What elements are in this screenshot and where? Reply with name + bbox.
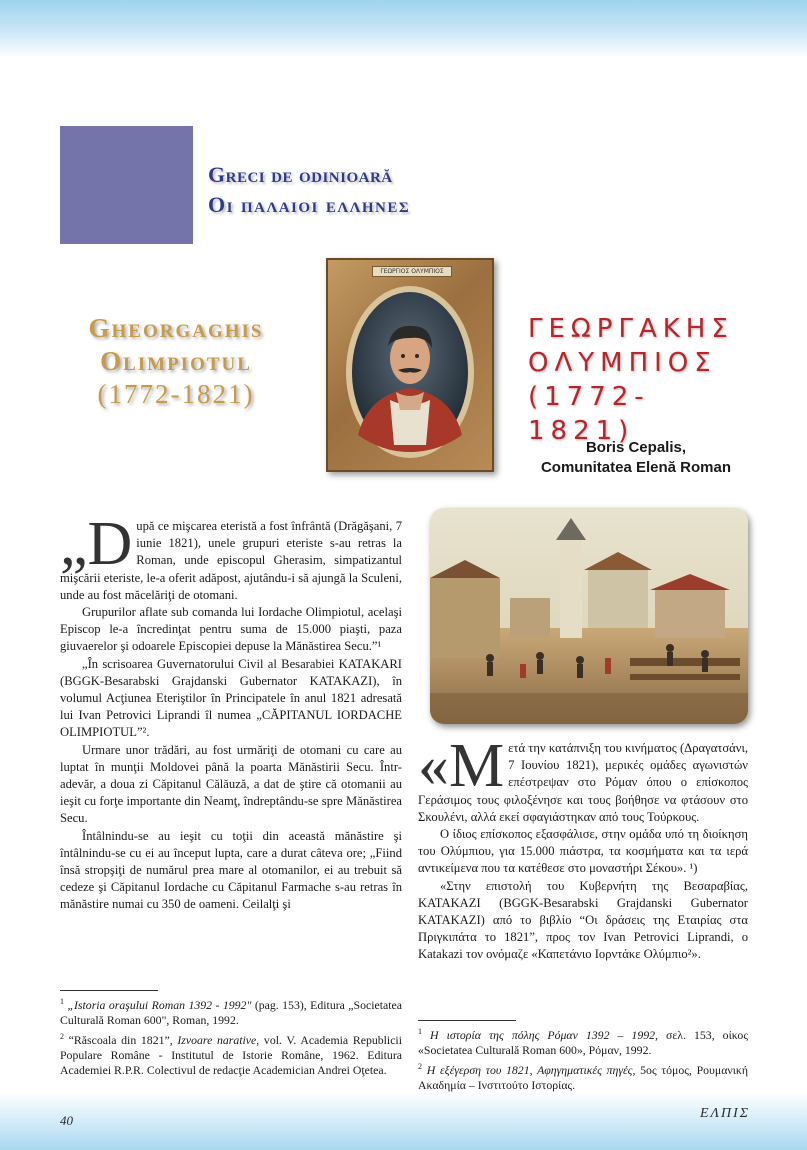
ro-paragraph-1 [60, 510, 402, 604]
ro-footnote-2-text: , vol. V. Academia Republicii Populare Române - Institutul de Istorie Române, 1962. Editura Academiei R.P.R. Colectivul de redacţie Academician Andrei Oţetea. [60, 1032, 402, 1078]
ro-footnote-1-italic: „Istoria oraşului Roman 1392 - 1992" [67, 997, 252, 1012]
portrait-illustration [328, 260, 492, 470]
ro-paragraph-5: Întâlnindu-se au ieşit cu toţii din această mănăstire şi întâlnindu-se cu ei au început lupta, care a durat câteva ore; „Fiind însă stropşiţi de numărul prea mare al otomanilor, ei au trebuit să cedeze şi Căpitanul Iordache cu Căpitanul Farmache s-au retras în mănăstire numai cu 350 de oameni. Ceilalţi şi [60, 828, 402, 912]
gr-footnote-2-text: 5ος τόμος, Ρουμανική Ακαδημία – Ινστιτούτο Ιστορίας. [418, 1062, 749, 1093]
gr-footnotes [418, 1024, 748, 1093]
ro-paragraph-3: „În scrisoarea Guvernatorului Civil al Besarabiei KATAKARI (BGGK-Besarabski Grajdanski Gubernator KATAKAZI), în volumul Acţiunea Eteriştilor în Principatele în anul 1821 adresată lui Ivan Petrovici Liprandi îl numea „CĂPITANUL IORDACHE OLIMPIOTUL”². [60, 656, 402, 740]
series-heading-ro: Greci de odinioară [208, 162, 393, 187]
gr-footnote-2-italic: Η εξέγερση του 1821, Αφηγηματικές πηγές, [426, 1062, 636, 1077]
ro-footnote-1-number: 1 [60, 997, 64, 1006]
ro-footnote-2-italic: Izvoare narative [177, 1032, 257, 1047]
portrait-image [326, 258, 494, 472]
ro-dropcap: „D [60, 510, 133, 578]
decorative-color-block [60, 126, 193, 244]
title-gr-line2: ΟΛΥΜΠΙΟΣ [528, 348, 717, 378]
ro-footnote-2 [60, 1029, 402, 1079]
ro-footnote-2-number: 2 [60, 1031, 64, 1041]
title-ro-line1: Gheorgaghis [88, 313, 264, 343]
page-number: 40 [60, 1113, 73, 1128]
title-gr-line1: ΓΕΩΡΓΑΚΗΣ [528, 314, 734, 344]
portrait-nameplate: ΓΕΩΡΓΙΟΣ ΟΛΥΜΠΙΟΣ [372, 266, 452, 277]
gr-footnote-1 [418, 1024, 748, 1059]
ro-footnotes [60, 994, 402, 1079]
gr-footnote-separator [418, 1020, 516, 1021]
bottom-decorative-band [0, 1092, 807, 1150]
title-ro-years: (1772-1821) [97, 379, 255, 409]
series-heading [208, 160, 410, 220]
top-decorative-band [0, 0, 807, 58]
ro-footnote-separator [60, 990, 158, 991]
article-title-gr [528, 312, 750, 448]
gr-paragraph-1 [418, 732, 748, 826]
gr-footnote-2-number: 2 [418, 1061, 422, 1071]
magazine-name: ΕΛΠΙΣ [700, 1106, 751, 1121]
romanian-article-column [60, 510, 402, 914]
author-affiliation: Comunitatea Elenă Roman [540, 459, 732, 476]
gr-paragraph-1-text: ετά την κατάπνιξη του κινήματος (Δραγατσάνι, 7 Ιουνίου 1821), μερικές ομάδες αγωνιστών επέστρεψαν στο Ρόμαν όπου ο επίσκοπος Γεράσιμος τους φιλοξένησε και τους βοήθησε να φτάσουν στο Σκουλένι, αλλά εκεί σφαγιάστηκαν από τους Τούρκους. [418, 741, 748, 824]
gr-paragraph-2: Ο ίδιος επίσκοπος εξασφάλισε, στην ομάδα υπό τη διοίκηση του Ολύμπιου, για 15.000 πιάστρα, τα κοσμήματα και τα ιερά αντικείμενα που τα κατέθεσε στο μοναστήρι Σέκου». ¹) [418, 827, 748, 876]
gr-footnote-1-number: 1 [418, 1027, 422, 1036]
greek-article-column [418, 732, 748, 964]
title-ro-line2: Olimpiotul [100, 346, 252, 376]
ro-footnote-1 [60, 994, 402, 1029]
painting-illustration [430, 508, 748, 724]
series-heading-gr: Οι παλαιοι ελληνες [208, 192, 411, 217]
gr-footnote-2 [418, 1059, 748, 1094]
author-name: Boris Cepalis, [585, 439, 687, 456]
author-credit [520, 438, 752, 478]
gr-footnote-1-italic: Η ιστορία της πόλης Ρόμαν 1392 – 1992, [430, 1027, 658, 1042]
article-title-ro [60, 312, 292, 411]
gr-footnote-1-text: σελ. 153, οίκος «Societatea Culturală Roman 600», Ρόμαν, 1992. [418, 1027, 748, 1058]
gr-dropcap: «Μ [418, 732, 505, 800]
ro-footnote-2-lead: “Răscoala din 1821”, [68, 1032, 178, 1047]
ro-paragraph-1-text: upă ce mişcarea eteristă a fost înfrântă (Drăgăşani, 7 iunie 1821), unele grupuri eteriste s-au retras la Roman, unde episcopul Gherasim, simpatizantul mişcării eteriste, le-a oferit adăpost, ajutându-i să ajungă la Sculeni, unde au fost măcelăriţi de otomani. [60, 519, 402, 602]
ro-paragraph-4: Urmare unor trădări, au fost urmăriţi de otomani cu care au luptat în munţii Moldovei până la poarta Mănăstirii Secu. Într-adevăr, a doua zi Căpitanul Călăuză, a dat de ştire că otomanii au ieşit cu forţe importante din Neamţ, îndreptându-se spre Mănăstirea Secu. [60, 742, 402, 826]
title-gr-years: (1772-1821) [528, 382, 650, 446]
town-painting-image [430, 508, 748, 724]
ro-paragraph-2: Grupurilor aflate sub comanda lui Iordache Olimpiotul, acelaşi Episcop le-a încredinţat pentru suma de 15.000 piaşti, paza giuvaerelor şi odoarele Episcopiei depuse la Mănăstirea Secu.”¹ [60, 605, 402, 654]
ro-footnote-1-text: (pag. 153), Editura „Societatea Culturală Roman 600", Roman, 1992. [60, 997, 403, 1028]
gr-paragraph-3: «Στην επιστολή του Κυβερνήτη της Βεσαραβίας, KATAKAZI (BGGK-Besarabski Grajdanski Gubernator KATAKAZI) από το βιβλίο “Οι δράσεις της Εταιρίας στα Πριγκιπάτα το 1821”, προς τον Ivan Petrovici Liprandi, o Katakazi τον ονόμαζε «Καπετάνιο Ιορντάκε Ολύμπιο²». [418, 878, 748, 962]
